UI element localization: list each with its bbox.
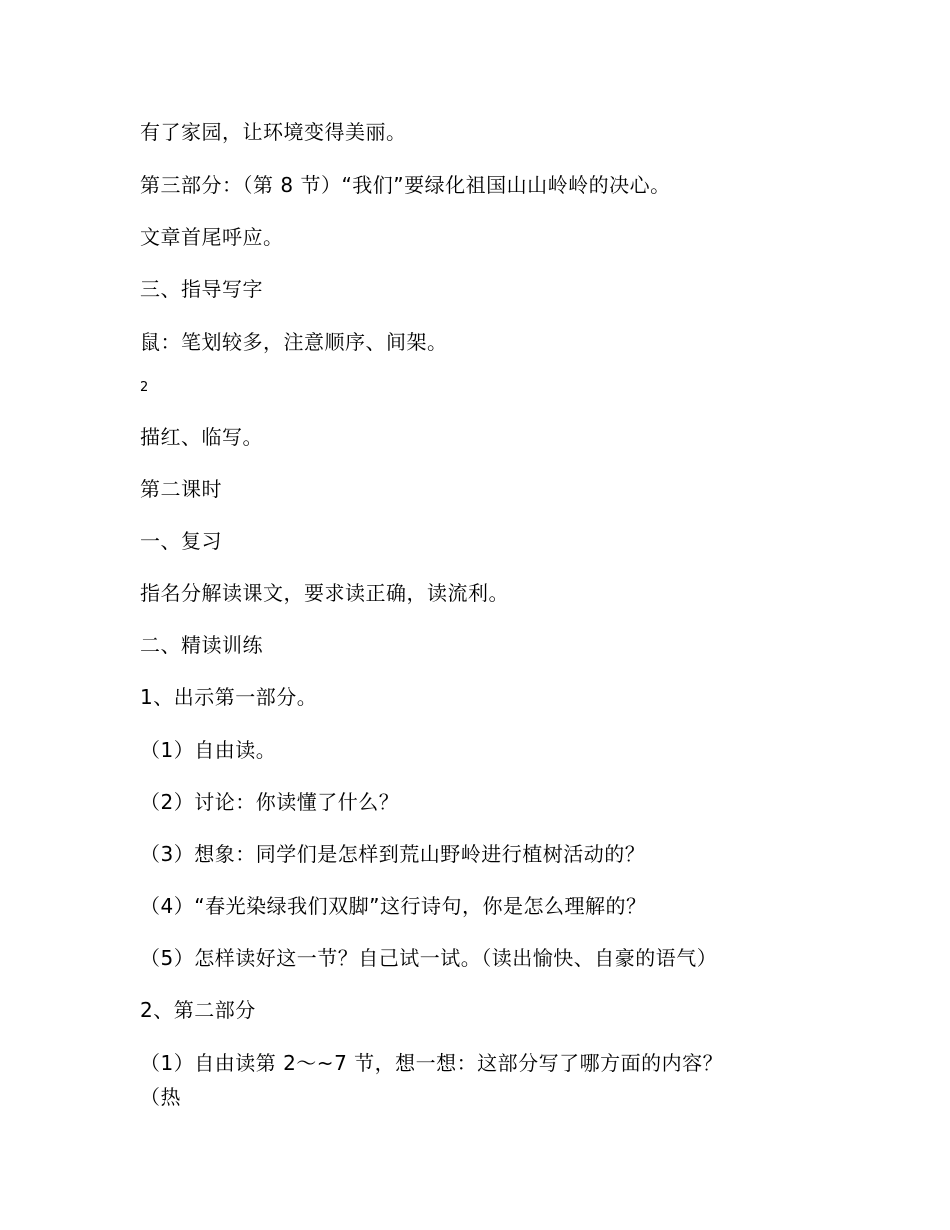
- section-heading: 第二课时: [140, 477, 222, 501]
- text-line: 指名分解读课文，要求读正确，读流利。: [140, 581, 509, 605]
- list-item: （4）“春光染绿我们双脚”这行诗句，你是怎么理解的？: [140, 894, 647, 918]
- text-line: 描红、临写。: [140, 425, 263, 449]
- section-heading: 二、精读训练: [140, 633, 263, 657]
- text-line: 1、出示第一部分。: [140, 685, 318, 709]
- list-item: （2）讨论：你读懂了什么？: [140, 790, 400, 814]
- text-line: （热: [140, 1085, 181, 1109]
- section-heading: 三、指导写字: [140, 277, 263, 301]
- list-item: （3）想象：同学们是怎样到荒山野岭进行植树活动的？: [140, 842, 646, 866]
- text-line: 第三部分：（第 8 节）“我们”要绿化祖国山山岭岭的决心。: [140, 173, 671, 197]
- text-line: 鼠：笔划较多，注意顺序、间架。: [140, 330, 448, 354]
- list-item: （5）怎样读好这一节？自己试一试。（读出愉快、自豪的语气）: [140, 946, 718, 970]
- list-item: （1）自由读第 2～~7 节，想一想：这部分写了哪方面的内容？: [140, 1051, 724, 1075]
- text-line: 文章首尾呼应。: [140, 225, 284, 249]
- text-line: 2、第二部分: [140, 998, 256, 1022]
- section-heading: 一、复习: [140, 529, 222, 553]
- list-item: （1）自由读。: [140, 738, 277, 762]
- page-number: 2: [140, 380, 149, 395]
- text-line: 有了家园，让环境变得美丽。: [140, 120, 407, 144]
